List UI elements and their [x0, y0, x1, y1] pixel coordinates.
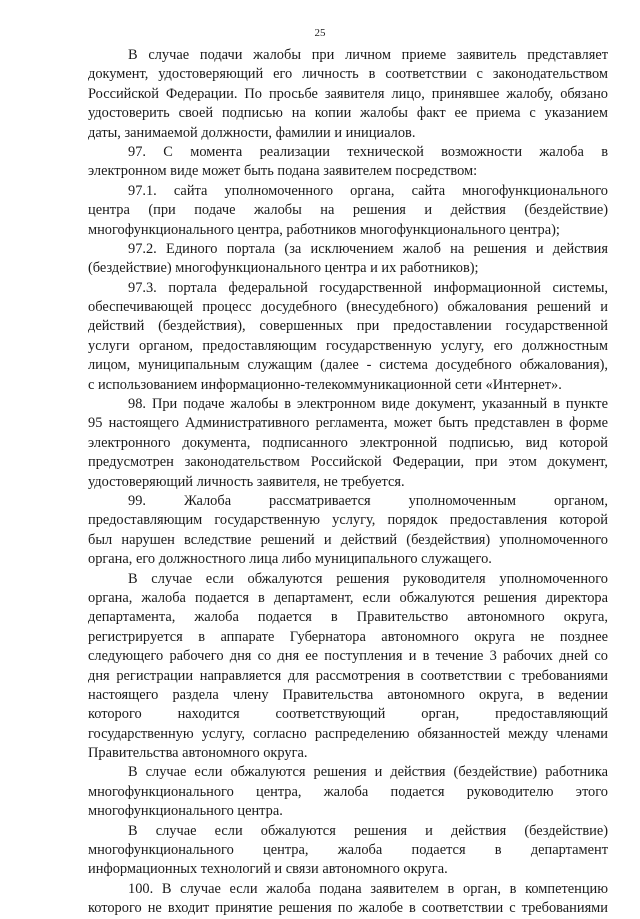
text-line: которого находится соответствующий орган, предоставляющий	[88, 706, 608, 723]
text-line: следующего рабочего дня со дня ее поступления и в течение 3 рабочих дней со	[88, 648, 608, 665]
text-line: лицом, муниципальным служащим (далее - система досудебного обжалования),	[88, 357, 608, 374]
text-line: В случае подачи жалобы при личном приеме заявитель представляет	[128, 47, 608, 63]
text-line: 97. С момента реализации технической возможности жалоба в	[128, 143, 608, 160]
text-line: В случае если обжалуются решения руководителя уполномоченного	[128, 570, 608, 587]
text-line: обеспечивающей процесс досудебного (внесудебного) обжалования решений и	[88, 299, 608, 316]
text-line: государственную услугу, согласно распределению обязанностей между членами	[88, 725, 608, 742]
text-line: многофункционального центра, работников многофункционального центра);	[88, 221, 560, 238]
text-line: услуги органом, предоставляющим государственную услугу, его должностным	[88, 337, 608, 354]
text-line: Правительства автономного округа.	[88, 745, 308, 762]
text-line: которого не входит принятие решения по жалобе в соответствии с требованиями	[88, 900, 608, 917]
text-line: предусмотрен законодательством Российской Федерации, при этом документ,	[88, 454, 608, 471]
text-line: предоставляющим государственную услугу, порядок предоставления которой	[88, 512, 608, 529]
text-line: 97.2. Единого портала (за исключением жалоб на решения и действия	[128, 240, 608, 257]
text-line: 97.1. сайта уполномоченного органа, сайта многофункционального	[128, 182, 608, 199]
text-line: органа, его должностного лица либо муниципального служащего.	[88, 551, 492, 568]
text-line: многофункционального центра, жалоба подается руководителю этого	[88, 783, 608, 800]
text-line: информационных технологий и связи автономного округа.	[88, 861, 448, 878]
text-line: с использованием информационно-телекоммуникационной сети «Интернет».	[88, 376, 562, 393]
text-line: удостоверить своей подписью на копии жалобы факт ее приема с указанием	[88, 105, 608, 122]
text-line: регистрируется в аппарате Губернатора автономного округа не позднее	[88, 628, 608, 645]
text-line: органа, жалоба подается в департамент, если обжалуются решения директора	[88, 589, 608, 606]
text-line: был нарушен вследствие решений и действий (бездействия) уполномоченного	[88, 531, 608, 548]
text-line: центра (при подаче жалобы на решения и действия (бездействие)	[88, 202, 608, 219]
text-line: департамента, жалоба подается в Правительство автономного округа,	[88, 609, 608, 626]
text-line: 97.3. портала федеральной государственной информационной системы,	[128, 279, 608, 296]
text-line: 98. При подаче жалобы в электронном виде документ, указанный в пункте	[128, 396, 608, 413]
text-line: документ, удостоверяющий его личность в соответствии с законодательством	[88, 66, 608, 83]
text-line: электронного документа, подписанного электронной подписью, вид которой	[88, 434, 608, 451]
text-line: 100. В случае если жалоба подана заявителем в орган, в компетенцию	[128, 880, 608, 897]
text-line: настоящего раздела члену Правительства автономного округа, в ведении	[88, 686, 608, 703]
text-line: 95 настоящего Административного регламента, может быть представлен в форме	[88, 415, 608, 432]
text-line: удостоверяющий личность заявителя, не требуется.	[88, 473, 405, 490]
text-line: даты, занимаемой должности, фамилии и инициалов.	[88, 124, 416, 141]
text-line: электронном виде может быть подана заявителем посредством:	[88, 163, 478, 180]
document-body	[88, 46, 608, 919]
text-line: Российской Федерации. По просьбе заявителя лицо, принявшее жалобу, обязано	[88, 85, 608, 102]
text-line: многофункционального центра.	[88, 803, 283, 820]
text-line: дня регистрации направляется для рассмотрения в соответствии с требованиями	[88, 667, 608, 684]
text-line: 99. Жалоба рассматривается уполномоченным органом,	[128, 492, 608, 509]
text-line: (бездействие) многофункционального центра и их работников);	[88, 260, 479, 277]
text-line: действий (бездействия), совершенных при предоставлении государственной	[88, 318, 608, 335]
text-line: В случае если обжалуются решения и действия (бездействие) работника	[128, 764, 608, 781]
page-number: 25	[314, 27, 326, 39]
text-line: В случае если обжалуются решения и действия (бездействие)	[128, 822, 608, 839]
text-line: многофункционального центра, жалоба подается в департамент	[88, 842, 608, 859]
